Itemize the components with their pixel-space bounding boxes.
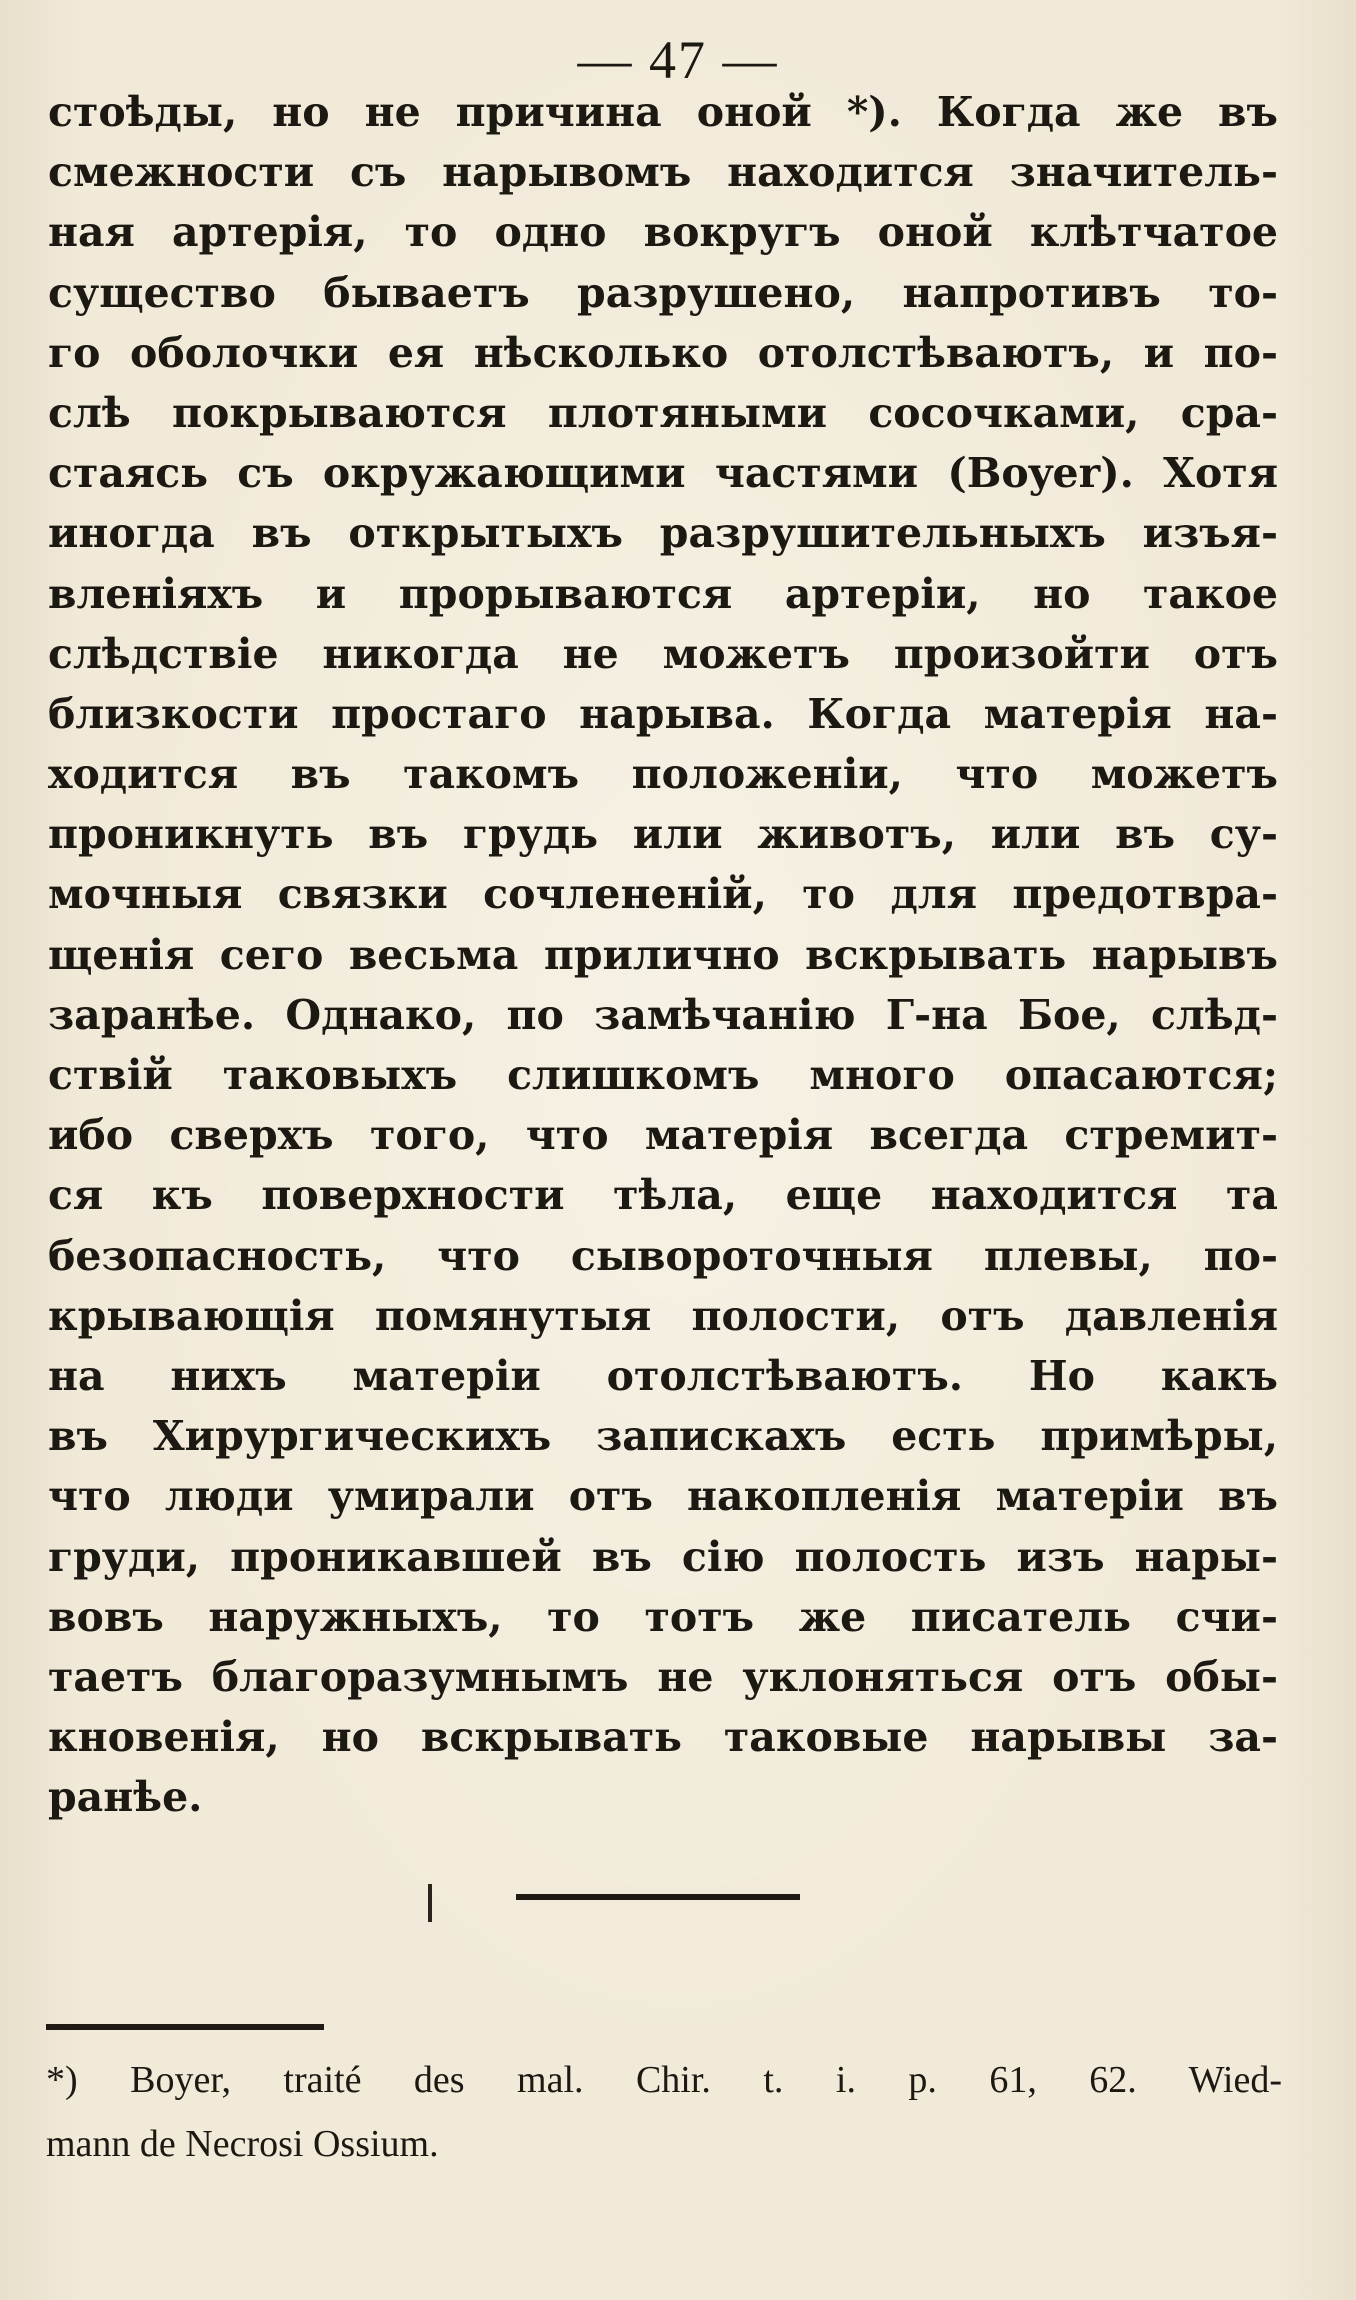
page-number: — 47 —	[577, 30, 779, 90]
text-line: на нихъ матеріи отолстѣваютъ. Но какъ	[48, 1351, 1278, 1400]
text-line: ся къ поверхности тѣла, еще находится та	[48, 1171, 1278, 1220]
footnote	[46, 2048, 1282, 2176]
text-line: стаясь съ окружающими частями (Boyer). Хотя	[48, 449, 1278, 498]
text-line: стоѣды, но не причина оной *). Когда же въ	[48, 88, 1278, 136]
text-line: заранѣе. Однако, по замѣчанію Г-на Бое, слѣд-	[48, 990, 1278, 1039]
text-line: ходится въ такомъ положеніи, что можетъ	[48, 750, 1278, 799]
main-text	[48, 82, 1278, 1827]
text-line: вовъ наружныхъ, то тотъ же писатель счи-	[48, 1592, 1278, 1641]
section-divider	[516, 1894, 800, 1900]
text-line: таетъ благоразумнымъ не уклоняться отъ обы-	[48, 1652, 1278, 1701]
text-line: го оболочки ея нѣсколько отолстѣваютъ, и по-	[48, 328, 1278, 377]
text-line: ранѣе.	[48, 1773, 203, 1822]
text-line: мочныя связки сочлененій, то для предотвра-	[48, 870, 1278, 919]
text-line: слѣ покрываются плотяными сосочками, сра-	[48, 388, 1278, 437]
text-line: иногда въ открытыхъ разрушительныхъ изъя-	[48, 509, 1278, 558]
text-line: смежности съ нарывомъ находится значитель-	[48, 148, 1278, 197]
text-line: въ Хирургическихъ запискахъ есть примѣры,	[48, 1412, 1278, 1461]
text-line: щенія сего весьма прилично вскрывать нарывъ	[48, 930, 1278, 979]
text-line: проникнуть въ грудь или животъ, или въ су-	[48, 810, 1278, 859]
text-line: безопасность, что сывороточныя плевы, по-	[48, 1231, 1278, 1280]
text-line: груди, проникавшей въ сію полость изъ нары-	[48, 1532, 1278, 1581]
footnote-line: mann de Necrosi Ossium.	[46, 2123, 439, 2165]
text-line: близкости простаго нарыва. Когда матерія на-	[48, 689, 1278, 738]
text-line: крывающія помянутыя полости, отъ давленія	[48, 1291, 1278, 1340]
footnote-divider	[46, 2024, 324, 2030]
text-line: ствій таковыхъ слишкомъ много опасаются;	[48, 1051, 1278, 1099]
text-line: слѣдствіе никогда не можетъ произойти отъ	[48, 629, 1278, 678]
text-line: кновенія, но вскрывать таковые нарывы за-	[48, 1713, 1278, 1762]
text-line: ибо сверхъ того, что матерія всегда стремит-	[48, 1111, 1278, 1160]
text-line: вленіяхъ и прорываются артеріи, но такое	[48, 569, 1278, 618]
footnote-line: *) Boyer, traité des mal. Chir. t. i. p. 61, 62. Wied-	[46, 2059, 1282, 2101]
text-line: ная артерія, то одно вокругъ оной клѣтчатое	[48, 208, 1278, 257]
text-line: что люди умирали отъ накопленія матеріи въ	[48, 1472, 1278, 1521]
ink-mark	[428, 1884, 432, 1922]
text-line: существо бываетъ разрушено, напротивъ то-	[48, 268, 1278, 317]
